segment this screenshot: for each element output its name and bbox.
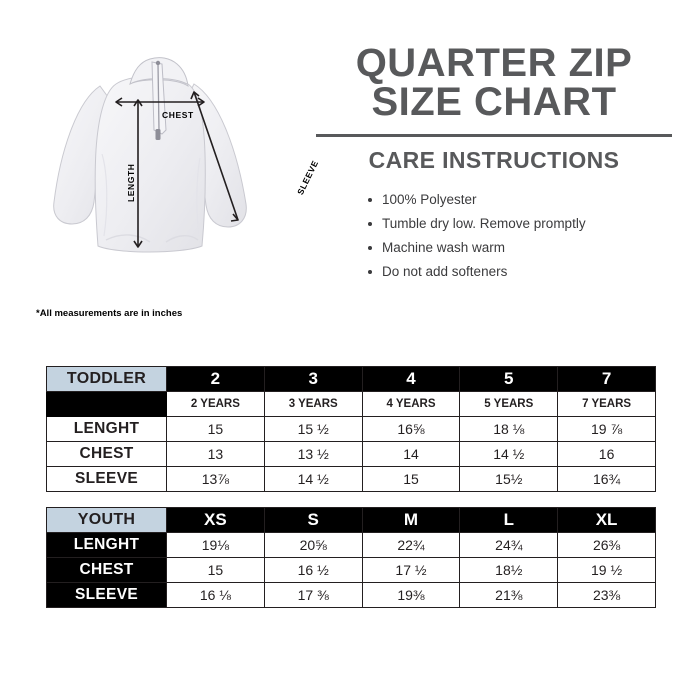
- toddler-cell: 16¾: [558, 467, 656, 492]
- toddler-age-label: 7 YEARS: [558, 392, 656, 417]
- table-row: [47, 508, 656, 533]
- youth-row-label: LENGHT: [47, 533, 167, 558]
- size-tables: [46, 366, 656, 608]
- youth-cell: 19⅜: [362, 583, 460, 608]
- toddler-cell: 13 ½: [264, 442, 362, 467]
- title-divider: [316, 134, 672, 137]
- youth-cell: 20⅝: [264, 533, 362, 558]
- measurement-note: *All measurements are in inches: [36, 308, 183, 319]
- toddler-size-header: 3: [264, 367, 362, 392]
- list-item: 100% Polyester: [368, 188, 672, 212]
- toddler-cell: 16⅝: [362, 417, 460, 442]
- title-line-1: QUARTER ZIP: [355, 41, 633, 85]
- youth-cell: 18½: [460, 558, 558, 583]
- bottom-whitespace: [0, 670, 700, 700]
- youth-size-table: [46, 507, 656, 608]
- youth-size-header: XS: [167, 508, 265, 533]
- table-row: [47, 533, 656, 558]
- table-row: [47, 367, 656, 392]
- toddler-cell: 15: [167, 417, 265, 442]
- toddler-cell: 13: [167, 442, 265, 467]
- youth-cell: 19⅛: [167, 533, 265, 558]
- title-line-2: SIZE CHART: [371, 79, 617, 124]
- youth-cell: 24¾: [460, 533, 558, 558]
- length-dimension-label: LENGTH: [126, 163, 136, 202]
- toddler-cell: 13⅞: [167, 467, 265, 492]
- youth-size-header: XL: [558, 508, 656, 533]
- youth-row-label: CHEST: [47, 558, 167, 583]
- toddler-row-label: SLEEVE: [47, 467, 167, 492]
- toddler-size-header: 2: [167, 367, 265, 392]
- toddler-cell: 15: [362, 467, 460, 492]
- toddler-row-label: LENGHT: [47, 417, 167, 442]
- care-instructions-list: [316, 188, 672, 284]
- toddler-size-header: 4: [362, 367, 460, 392]
- toddler-age-row-spacer: [47, 392, 167, 417]
- youth-group-label: YOUTH: [47, 508, 167, 533]
- list-item: Machine wash warm: [368, 236, 672, 260]
- care-instructions-title: CARE INSTRUCTIONS: [368, 146, 620, 173]
- toddler-age-label: 4 YEARS: [362, 392, 460, 417]
- toddler-size-header: 7: [558, 367, 656, 392]
- youth-size-header: L: [460, 508, 558, 533]
- toddler-cell: 14 ½: [460, 442, 558, 467]
- youth-cell: 17 ⅜: [264, 583, 362, 608]
- table-row: [47, 558, 656, 583]
- youth-cell: 16 ½: [264, 558, 362, 583]
- table-row: [47, 417, 656, 442]
- youth-row-label: SLEEVE: [47, 583, 167, 608]
- garment-image: [42, 34, 321, 284]
- youth-cell: 19 ½: [558, 558, 656, 583]
- toddler-size-header: 5: [460, 367, 558, 392]
- page-title: [316, 41, 672, 124]
- youth-cell: 16 ⅛: [167, 583, 265, 608]
- youth-cell: 23⅜: [558, 583, 656, 608]
- youth-size-header: M: [362, 508, 460, 533]
- youth-size-header: S: [264, 508, 362, 533]
- list-item: Do not add softeners: [368, 260, 672, 284]
- chest-dimension-label: CHEST: [162, 110, 194, 120]
- toddler-age-label: 2 YEARS: [167, 392, 265, 417]
- table-row: [47, 583, 656, 608]
- toddler-cell: 16: [558, 442, 656, 467]
- table-row: [47, 442, 656, 467]
- toddler-group-label: TODDLER: [47, 367, 167, 392]
- toddler-cell: 15½: [460, 467, 558, 492]
- table-row: [47, 467, 656, 492]
- toddler-age-label: 5 YEARS: [460, 392, 558, 417]
- sleeve-dimension-label: SLEEVE: [295, 158, 321, 197]
- youth-cell: 15: [167, 558, 265, 583]
- quarter-zip-drawing: [42, 34, 282, 284]
- youth-cell: 26⅜: [558, 533, 656, 558]
- toddler-cell: 19 ⅞: [558, 417, 656, 442]
- toddler-age-label: 3 YEARS: [264, 392, 362, 417]
- youth-cell: 21⅜: [460, 583, 558, 608]
- toddler-cell: 14 ½: [264, 467, 362, 492]
- toddler-row-label: CHEST: [47, 442, 167, 467]
- toddler-cell: 14: [362, 442, 460, 467]
- header-text-column: [310, 0, 700, 350]
- list-item: Tumble dry low. Remove promptly: [368, 212, 672, 236]
- toddler-cell: 18 ⅛: [460, 417, 558, 442]
- garment-illustration-column: [0, 0, 321, 350]
- youth-cell: 22¾: [362, 533, 460, 558]
- toddler-size-table: [46, 366, 656, 492]
- table-row: [47, 392, 656, 417]
- youth-cell: 17 ½: [362, 558, 460, 583]
- toddler-cell: 15 ½: [264, 417, 362, 442]
